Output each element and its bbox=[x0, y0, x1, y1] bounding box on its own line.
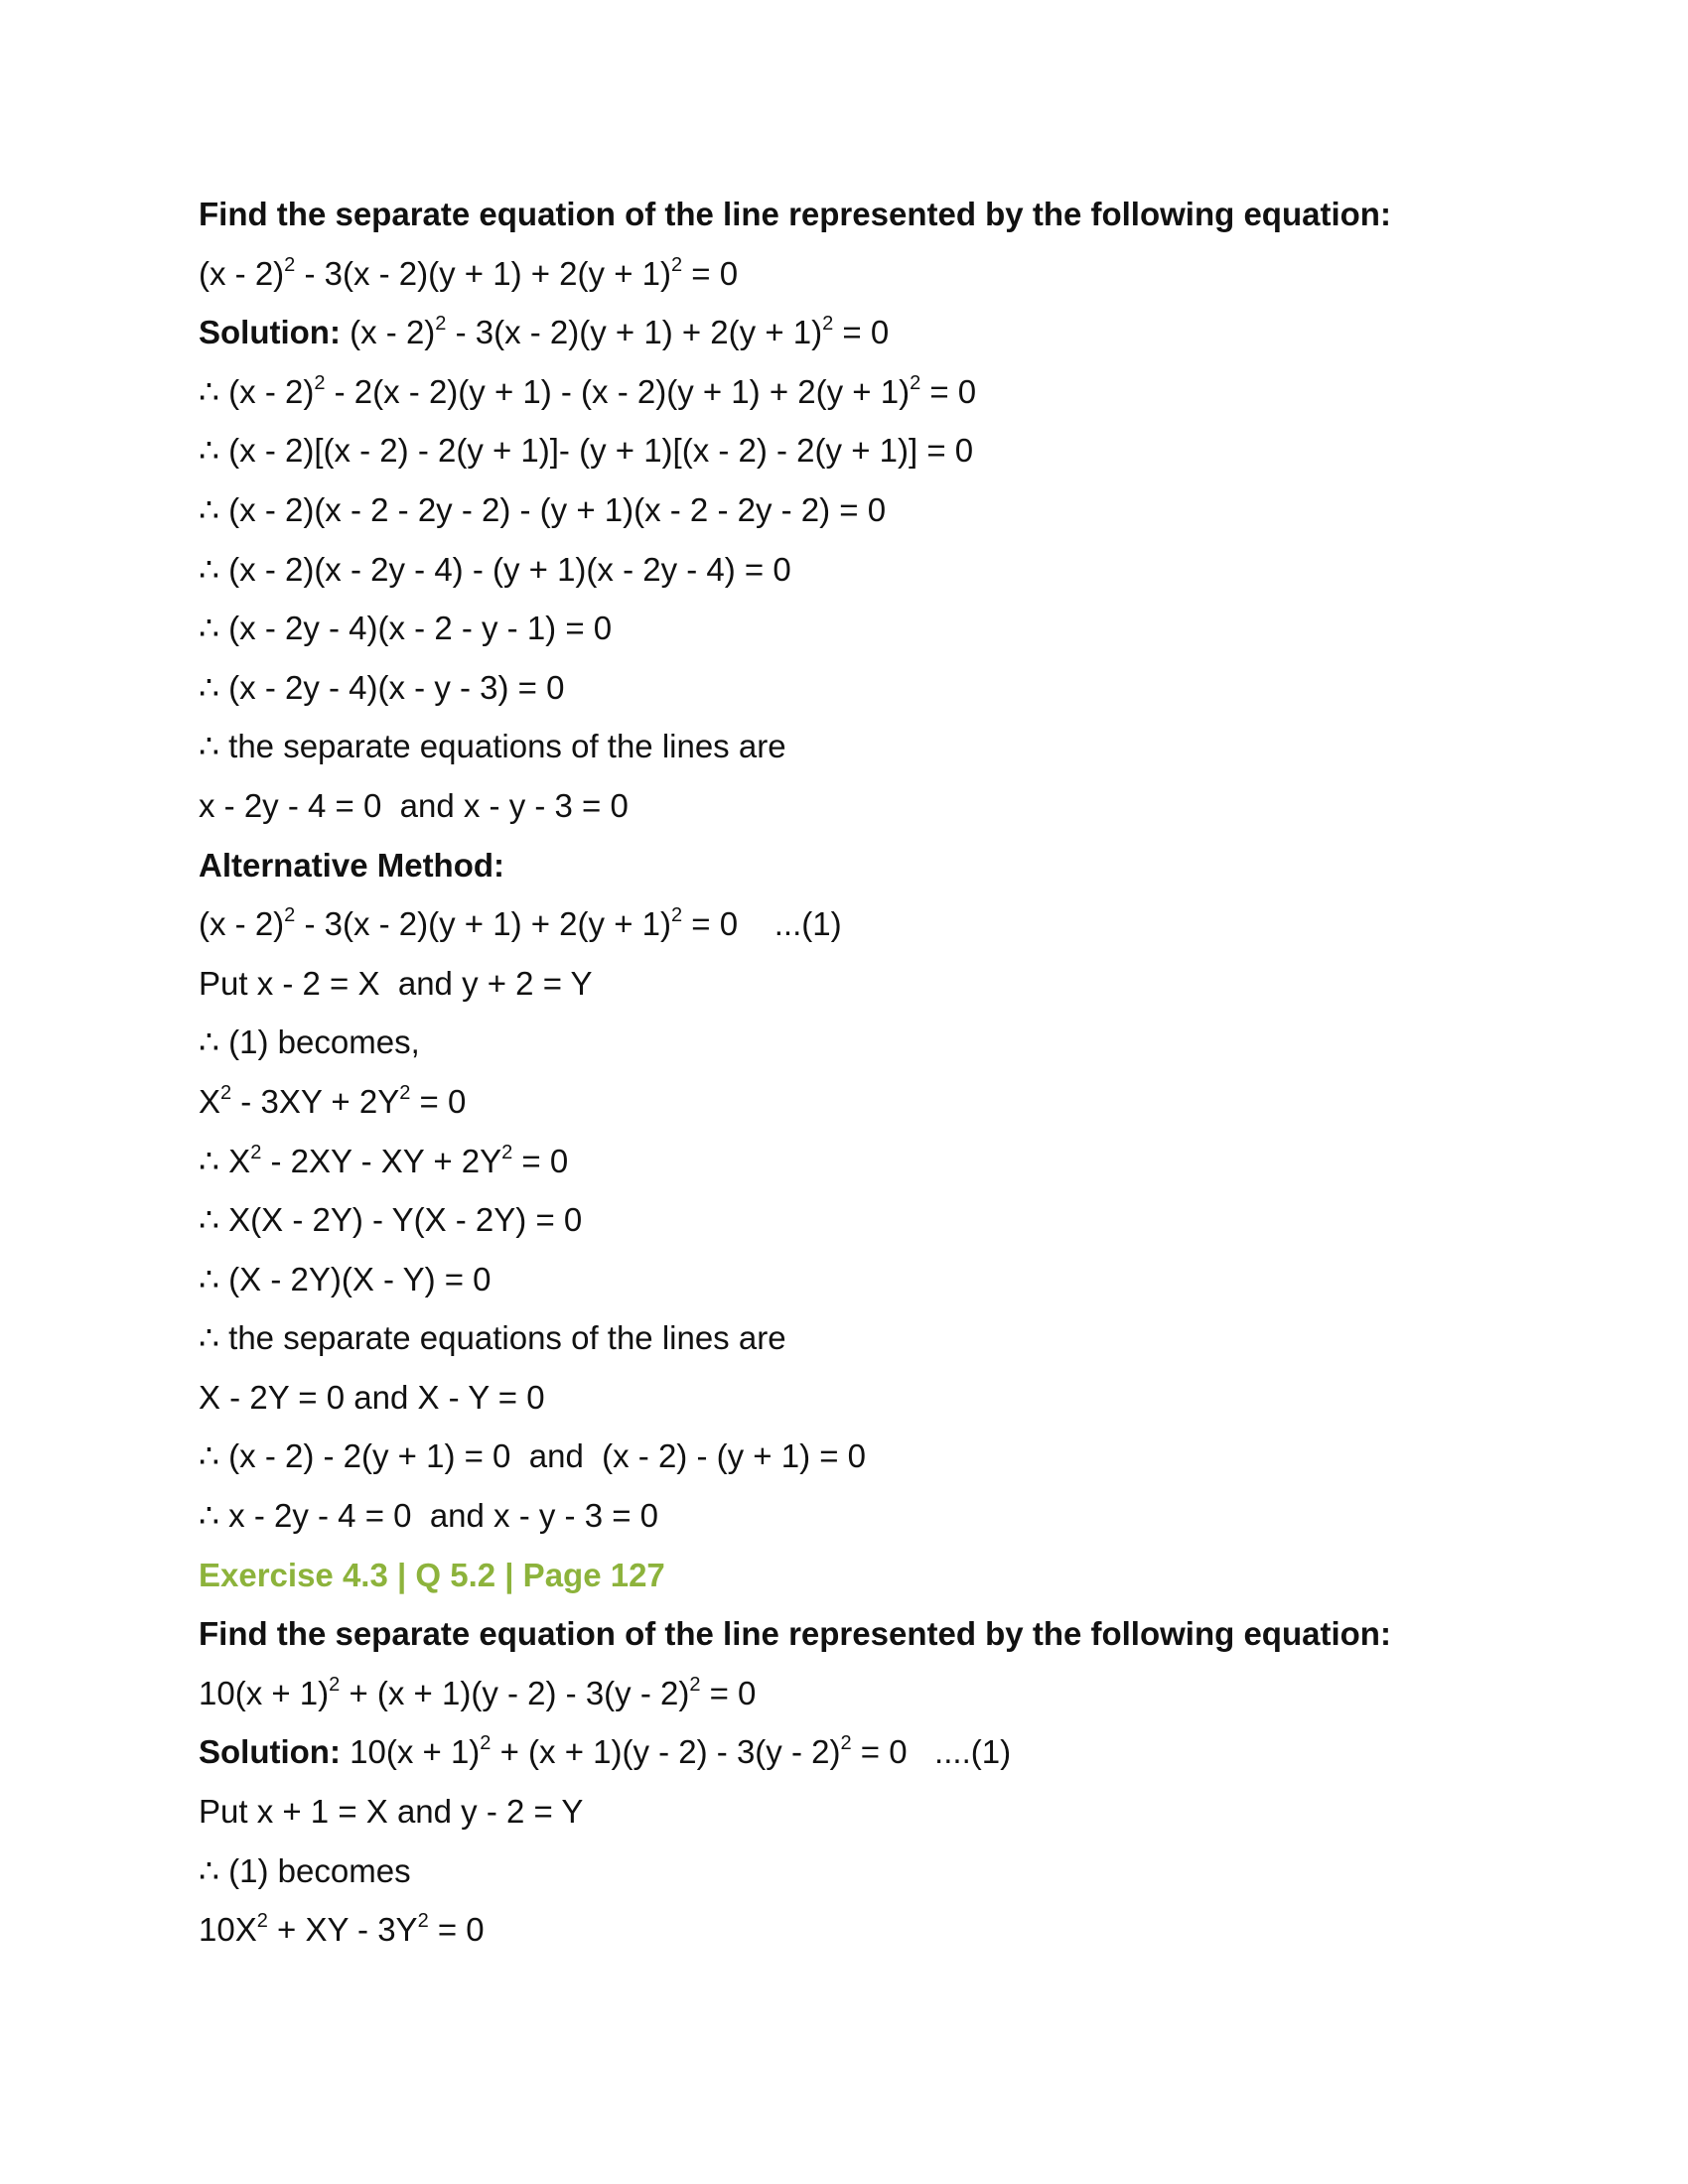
superscript-2: 2 bbox=[670, 904, 683, 927]
step-line: Put x + 1 = X and y - 2 = Y bbox=[199, 1793, 584, 1831]
superscript-2: 2 bbox=[910, 371, 921, 394]
superscript-2: 2 bbox=[435, 313, 447, 336]
superscript-2: 2 bbox=[329, 1673, 341, 1696]
superscript-2: 2 bbox=[220, 1081, 232, 1104]
equation-1: $(x - 2)^2 - 3(x - 2)(y + 1) + 2(y + 1)^2 = 0$ bbox=[199, 253, 739, 292]
superscript-2: 2 bbox=[689, 1673, 701, 1696]
superscript-2: 2 bbox=[501, 1141, 513, 1163]
alt-step-line: ∴ X(X - 2Y) - Y(X - 2Y) = 0 bbox=[199, 1201, 583, 1239]
question-2: Find the separate equation of the line represented by the following equation: bbox=[199, 1615, 1391, 1653]
document-page bbox=[199, 195, 1589, 1970]
question-1: Find the separate equation of the line represented by the following equation: bbox=[199, 196, 1391, 232]
superscript-2: 2 bbox=[256, 1910, 268, 1933]
equation-2: $10(x + 1)^2 + (x + 1)(y - 2) - 3(y - 2)^2 = 0$ bbox=[199, 1673, 757, 1711]
superscript-2: 2 bbox=[480, 1732, 492, 1755]
exercise-heading: Exercise 4.3 | Q 5.2 | Page 127 bbox=[199, 1556, 665, 1593]
step-line: ∴ (x - 2y - 4)(x - y - 3) = 0 bbox=[199, 668, 565, 706]
superscript-2: 2 bbox=[250, 1141, 262, 1163]
alt-step-line: ∴ $X^2 - 2XY$ - XY + $2Y^2 = 0$ bbox=[199, 1141, 569, 1179]
alt-step-line: Put x - 2 = X and y + 2 = Y bbox=[199, 964, 593, 1002]
superscript-2: 2 bbox=[314, 371, 326, 394]
superscript-2: 2 bbox=[399, 1081, 411, 1104]
solution-line-1 bbox=[199, 313, 1589, 352]
superscript-2: 2 bbox=[417, 1910, 429, 1933]
step-line: ∴ (x - 2y - 4)(x - 2 - y - 1) = 0 bbox=[199, 610, 613, 647]
alt-step-line: ∴ (1) becomes, bbox=[199, 1024, 420, 1061]
solution-line-2 bbox=[199, 1732, 1589, 1772]
step-line: ∴ (x - 2)(x - 2y - 4) - (y + 1)(x - 2y - 4) = 0 bbox=[199, 550, 791, 588]
alt-step-line: ∴ (X - 2Y)(X - Y) = 0 bbox=[199, 1260, 492, 1297]
superscript-2: 2 bbox=[822, 313, 834, 336]
step-line: ∴ (1) becomes bbox=[199, 1851, 411, 1889]
solution-label: Solution: bbox=[199, 314, 341, 351]
step-line: ∴ the separate equations of the lines are bbox=[199, 728, 786, 765]
step-line: ∴ $(x - 2)^2 - 2(x - 2)(y + 1) - (x - 2)(y + 1) + 2(y + 1)^2 = 0$ bbox=[199, 371, 977, 410]
superscript-2: 2 bbox=[670, 253, 683, 276]
alt-step-line: $X^2 - 3XY + 2Y^2 = 0$ bbox=[199, 1081, 467, 1120]
superscript-2: 2 bbox=[840, 1732, 852, 1755]
step-line: $10X^2$ + XY - $3Y^2 = 0$ bbox=[199, 1910, 485, 1949]
superscript-2: 2 bbox=[284, 904, 296, 927]
solution-label: Solution: bbox=[199, 1733, 341, 1771]
alternative-method-heading: Alternative Method: bbox=[199, 846, 505, 884]
superscript-2: 2 bbox=[284, 253, 296, 276]
alt-step-line: ∴ the separate equations of the lines are bbox=[199, 1319, 786, 1357]
step-line: x - 2y - 4 = 0 and x - y - 3 = 0 bbox=[199, 786, 629, 824]
alt-step-line: $(x - 2)^2 - 3(x - 2)(y + 1) + 2(y + 1)^2 = 0$ ...(1) bbox=[199, 904, 842, 943]
alt-step-line: ∴ (x - 2) - 2(y + 1) = 0 and (x - 2) - (y + 1) = 0 bbox=[199, 1437, 867, 1475]
solution-equation: $(x - 2)^2 - 3(x - 2)(y + 1) + 2(y + 1)^2 = 0$ bbox=[340, 313, 890, 351]
step-line: ∴ (x - 2)[(x - 2) - 2(y + 1)]- (y + 1)[(x - 2) - 2(y + 1)] = 0 bbox=[199, 432, 974, 470]
alt-step-line: ∴ x - 2y - 4 = 0 and x - y - 3 = 0 bbox=[199, 1497, 659, 1535]
alt-step-line: X - 2Y = 0 and X - Y = 0 bbox=[199, 1378, 545, 1416]
step-line: ∴ (x - 2)(x - 2 - 2y - 2) - (y + 1)(x - 2 - 2y - 2) = 0 bbox=[199, 490, 887, 528]
solution-equation: $10(x + 1)^2 + (x + 1)(y - 2) - 3(y - 2)^2 = 0$ ....(1) bbox=[340, 1732, 1012, 1771]
